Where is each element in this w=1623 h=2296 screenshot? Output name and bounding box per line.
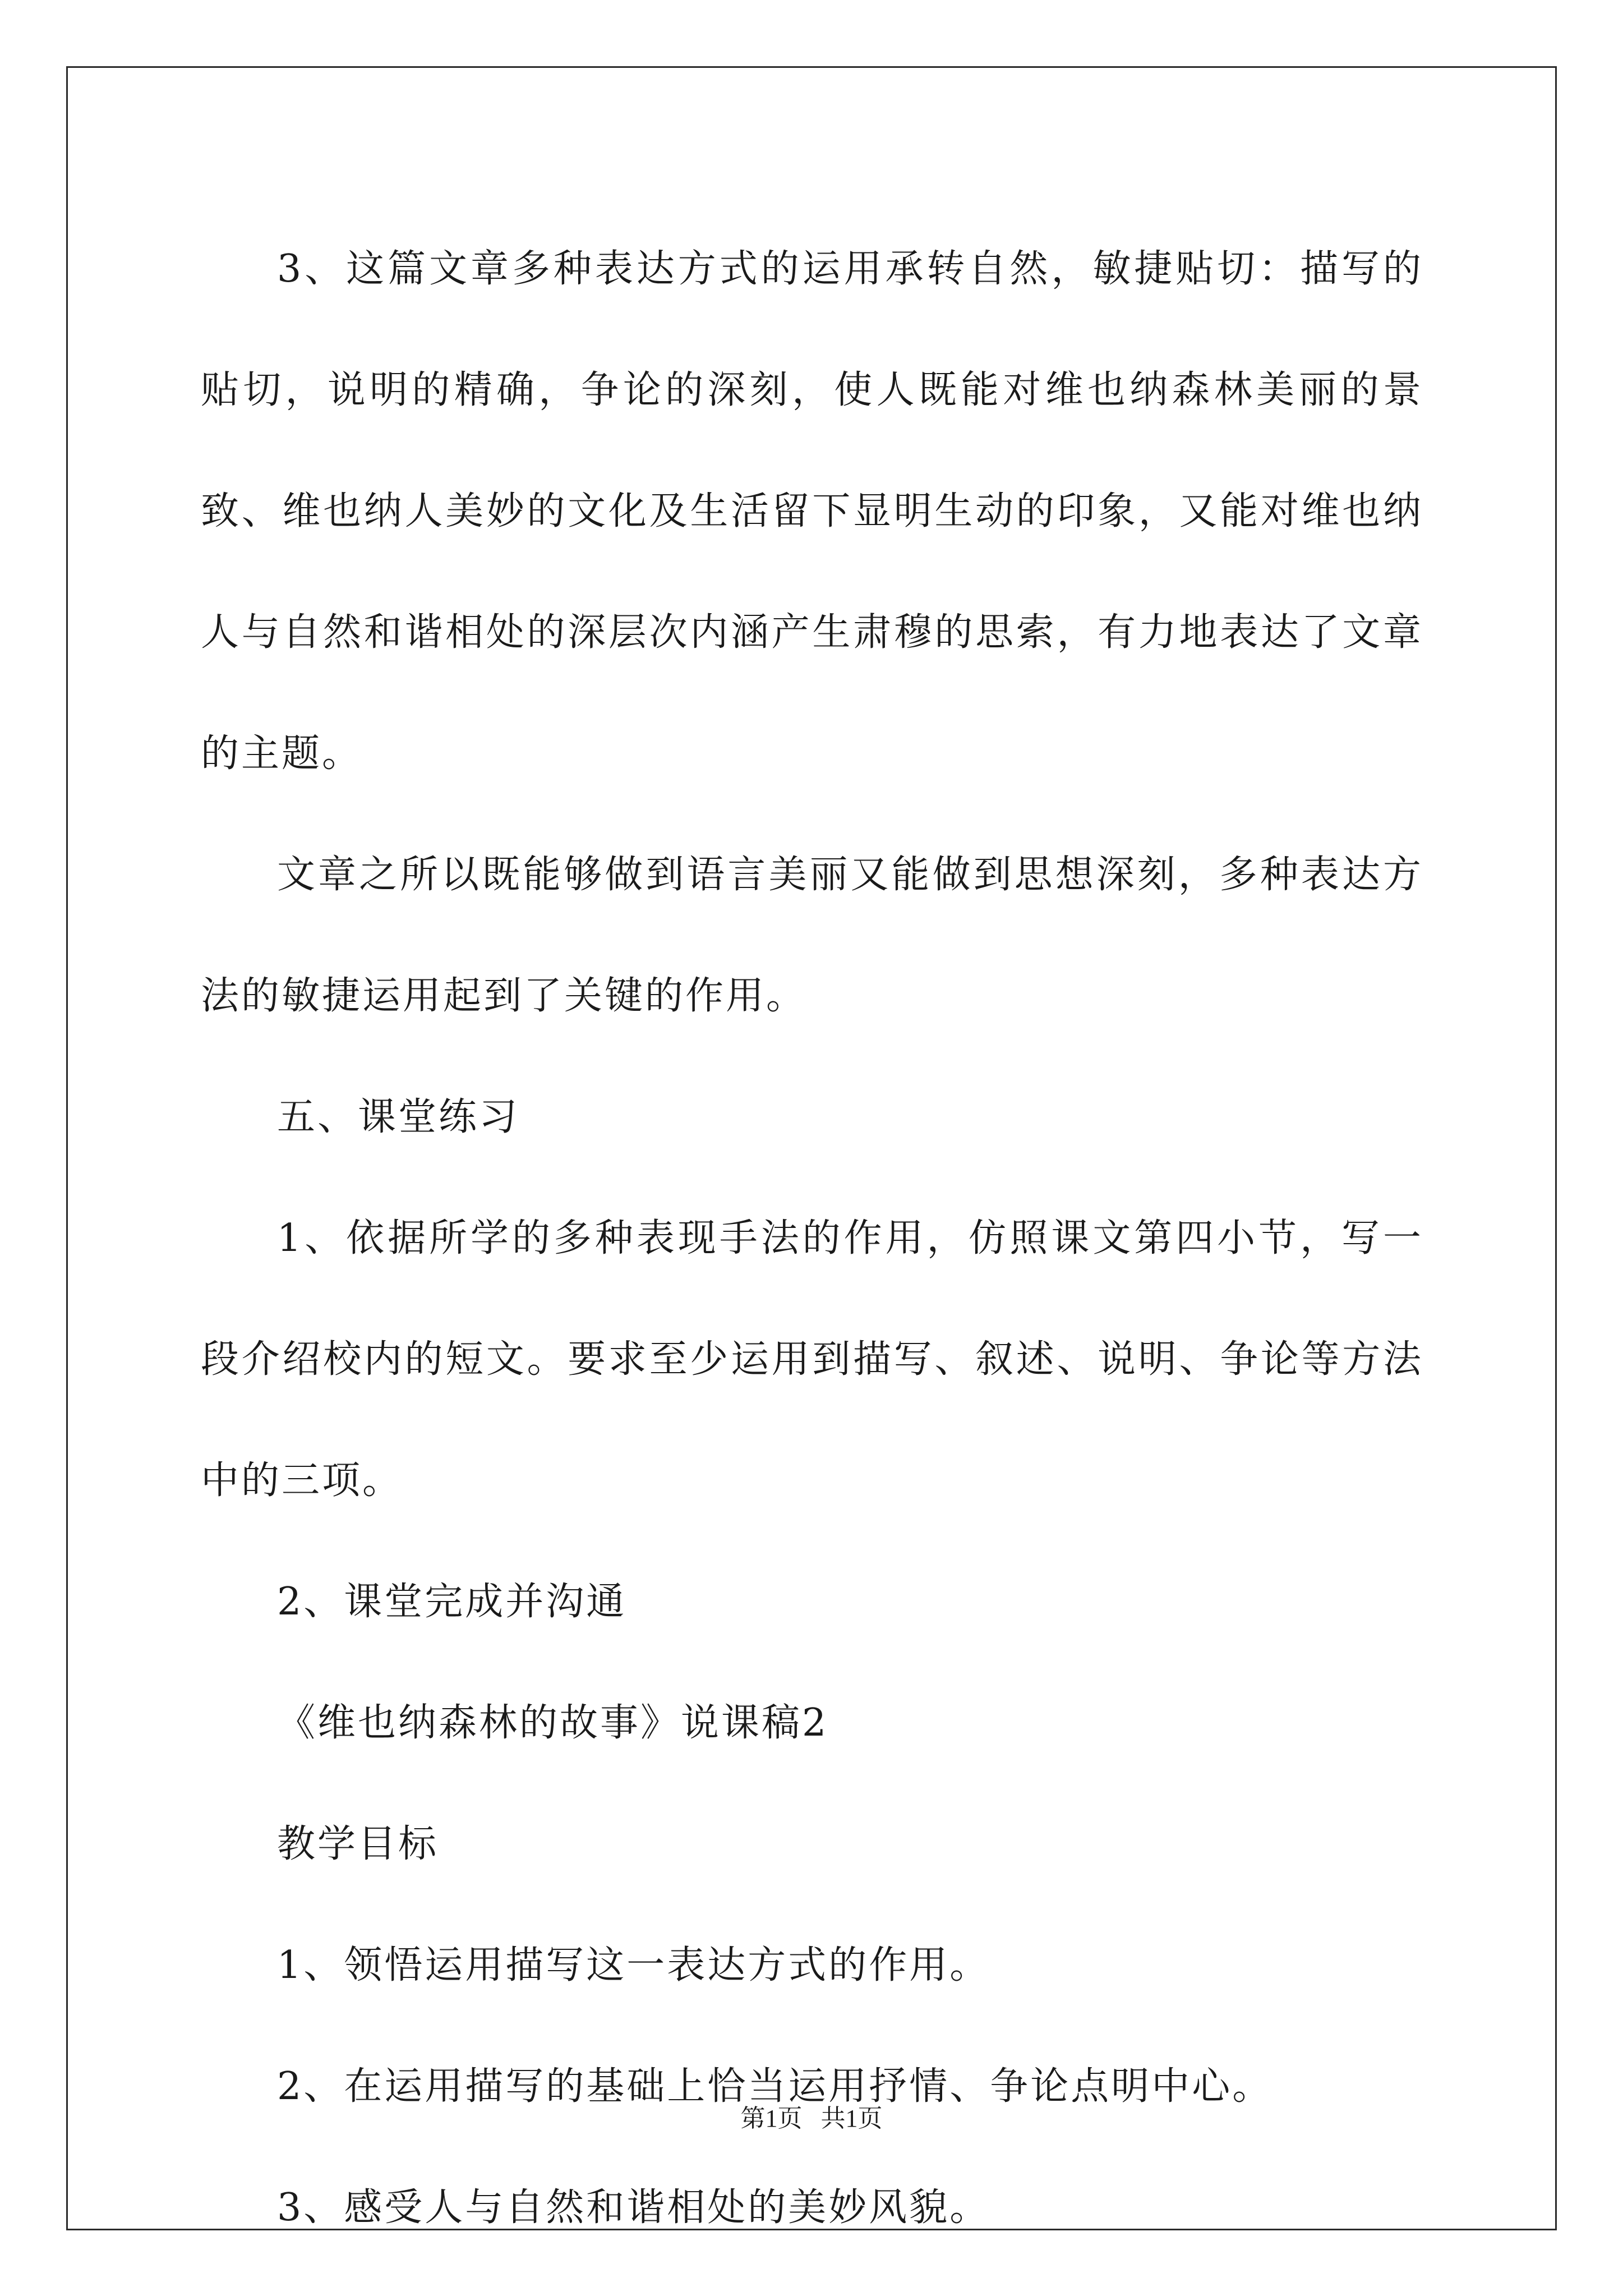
- document-subtitle: 《维也纳森林的故事》说课稿2: [277, 1701, 829, 1745]
- document-body: [201, 209, 1423, 2269]
- paragraph-conclusion: 文章之所以既能够做到语言美丽又能做到思想深刻，多种表达方法的敏捷运用起到了关键的作用。: [201, 853, 1423, 1018]
- paragraph-practice-item-1: 1、依据所学的多种表现手法的作用，仿照课文第四小节，写一段介绍校内的短文。要求至少运用到描写、叙述、说明、争论等方法中的三项。: [201, 1216, 1423, 1503]
- paragraph-practice-item-2: 2、课堂完成并沟通: [277, 1580, 627, 1624]
- paragraph-summary-point-3: 3、这篇文章多种表达方式的运用承转自然，敏捷贴切：描写的贴切，说明的精确，争论的深刻，使人既能对维也纳森林美丽的景致、维也纳人美妙的文化及生活留下显明生动的印象，又能对维也纳人与自然和谐相处的深层次内涵产生肃穆的思索，有力地表达了文章的主题。: [201, 247, 1423, 776]
- paragraph-goal-3: 3、感受人与自然和谐相处的美妙风貌。: [277, 2185, 990, 2230]
- section-heading-classroom-practice: 五、课堂练习: [277, 1095, 520, 1139]
- section-heading-teaching-goals: 教学目标: [277, 1822, 439, 1866]
- paragraph-goal-1: 1、领悟运用描写这一表达方式的作用。: [277, 1943, 990, 1987]
- paragraph-goal-2: 2、在运用描写的基础上恰当运用抒情、争论点明中心。: [277, 2064, 1273, 2109]
- page-footer: 第1页 共1页: [740, 2105, 883, 2132]
